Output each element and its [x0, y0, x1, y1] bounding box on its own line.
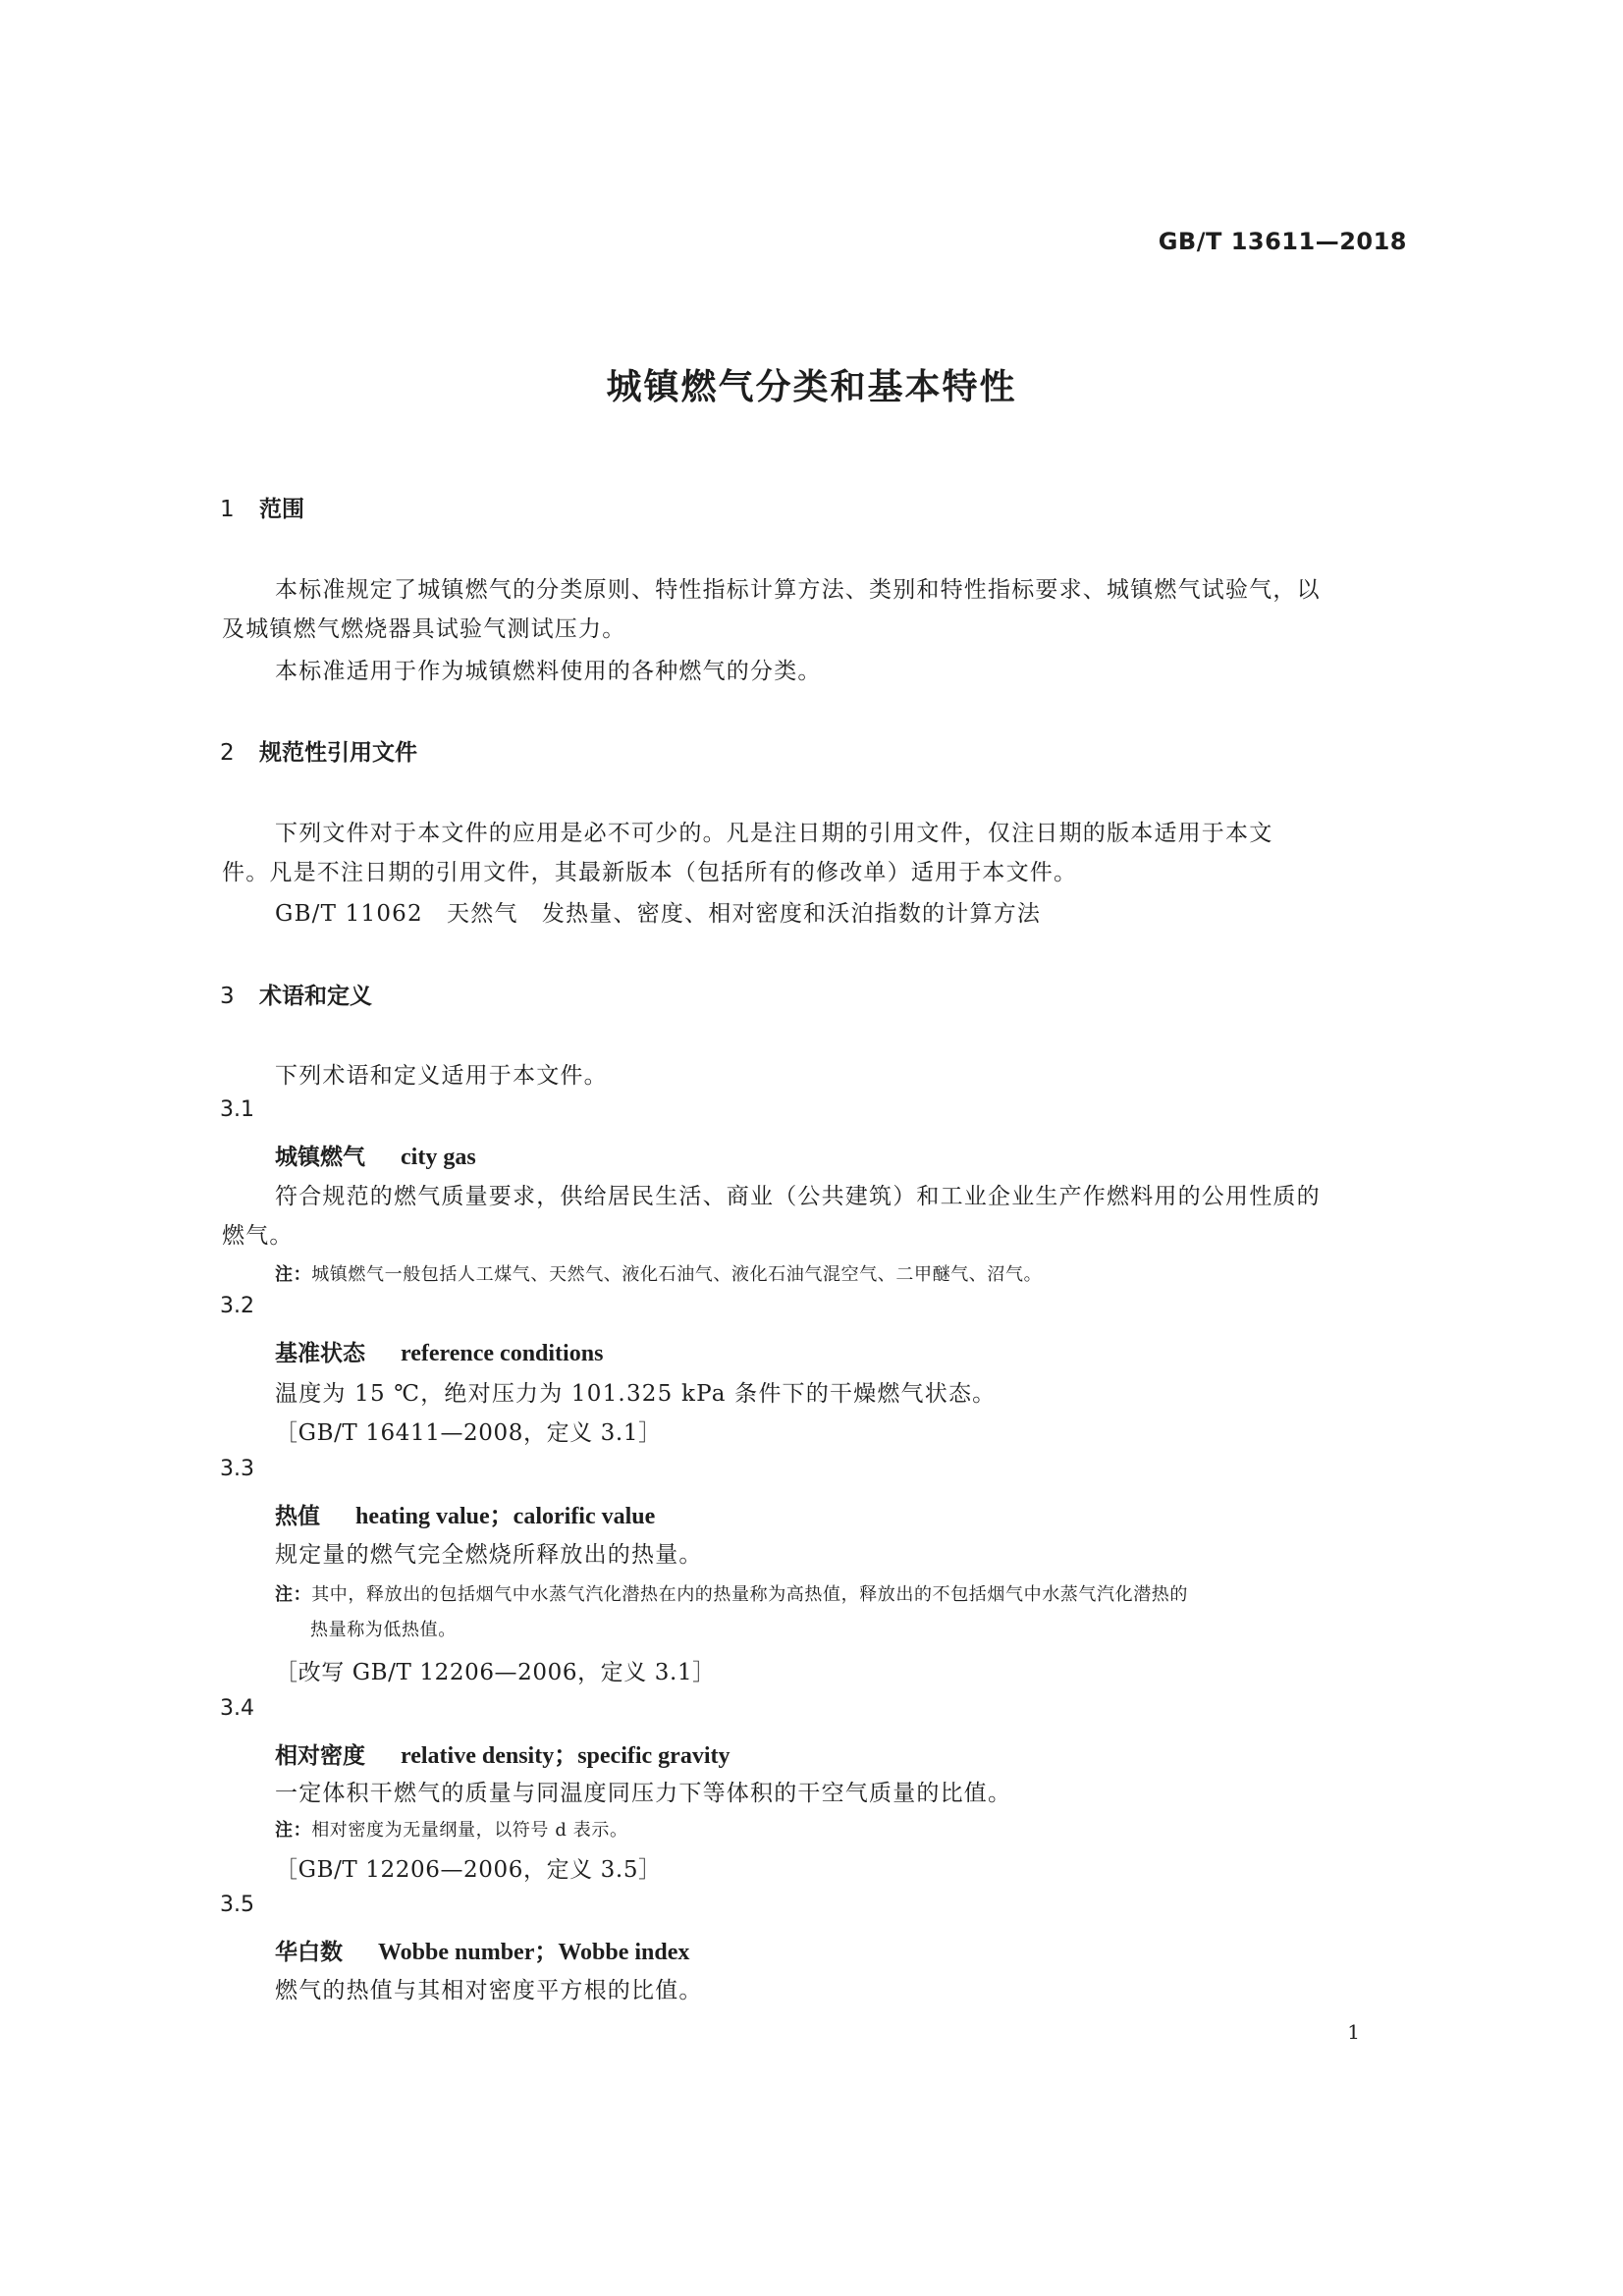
- term-chinese: 基准状态: [275, 1341, 365, 1366]
- normative-reference: GB/T 11062 天然气 发热量、密度、相对密度和沃泊指数的计算方法: [275, 901, 1042, 927]
- section-1-heading: [220, 491, 304, 523]
- note-text: 相对密度为无量纲量，以符号 d 表示。: [311, 1820, 628, 1841]
- paragraph: 本标准规定了城镇燃气的分类原则、特性指标计算方法、类别和特性指标要求、城镇燃气试验气，以: [275, 577, 1321, 603]
- term-chinese: 城镇燃气: [275, 1145, 365, 1170]
- term-number: 3.1: [220, 1097, 254, 1122]
- term-number: 3.4: [220, 1696, 254, 1721]
- term-note: [275, 1580, 1188, 1606]
- paragraph-continuation: 件。凡是不注日期的引用文件，其最新版本（包括所有的修改单）适用于本文件。: [222, 860, 1078, 885]
- term-definition: 规定量的燃气完全燃烧所释放出的热量。: [275, 1542, 703, 1568]
- term-number: 3.3: [220, 1457, 254, 1481]
- paragraph: 下列术语和定义适用于本文件。: [275, 1063, 608, 1089]
- paragraph: 下列文件对于本文件的应用是必不可少的。凡是注日期的引用文件，仅注日期的版本适用于本文: [275, 821, 1273, 846]
- paragraph-continuation: 及城镇燃气燃烧器具试验气测试压力。: [222, 616, 626, 642]
- term-definition: 燃气的热值与其相对密度平方根的比值。: [275, 1978, 703, 2003]
- term-source: ［改写 GB/T 12206—2006，定义 3.1］: [275, 1660, 716, 1685]
- document-title: 城镇燃气分类和基本特性: [606, 367, 1017, 407]
- term-note-continuation: 热量称为低热值。: [310, 1620, 457, 1640]
- term-source: ［GB/T 12206—2006，定义 3.5］: [275, 1857, 662, 1883]
- term-english: relative density；specific gravity: [401, 1743, 730, 1769]
- term-note: [275, 1816, 628, 1842]
- term-english: Wobbe number；Wobbe index: [378, 1940, 690, 1965]
- term-definition: 温度为 15 ℃，绝对压力为 101.325 kPa 条件下的干燥燃气状态。: [275, 1381, 997, 1407]
- note-label: 注：: [275, 1264, 312, 1285]
- page-number: 1: [1347, 2020, 1360, 2044]
- term-entry: [275, 1496, 655, 1530]
- term-entry: [275, 1139, 476, 1171]
- section-2-heading: [220, 734, 417, 767]
- term-entry: [275, 1932, 689, 1966]
- term-definition: 一定体积干燃气的质量与同温度同压力下等体积的干空气质量的比值。: [275, 1781, 1012, 1806]
- section-title: 范围: [259, 497, 304, 522]
- note-text: 城镇燃气一般包括人工煤气、天然气、液化石油气、液化石油气混空气、二甲醚气、沼气。: [311, 1264, 1043, 1285]
- paragraph: 本标准适用于作为城镇燃料使用的各种燃气的分类。: [275, 659, 822, 684]
- term-definition-continuation: 燃气。: [222, 1223, 294, 1249]
- section-number: 1: [220, 497, 235, 522]
- term-english: heating value；calorific value: [355, 1504, 656, 1529]
- term-entry: [275, 1335, 603, 1367]
- term-chinese: 华白数: [275, 1940, 343, 1965]
- note-label: 注：: [275, 1584, 312, 1605]
- term-note: [275, 1260, 1042, 1286]
- term-entry: [275, 1735, 730, 1770]
- note-text: 其中，释放出的包括烟气中水蒸气汽化潜热在内的热量称为高热值，释放出的不包括烟气中水蒸气汽化潜热的: [311, 1584, 1188, 1605]
- term-chinese: 相对密度: [275, 1743, 365, 1769]
- term-number: 3.2: [220, 1294, 254, 1318]
- standard-number: GB/T 13611—2018: [1158, 228, 1407, 255]
- term-chinese: 热值: [275, 1504, 320, 1529]
- section-title: 规范性引用文件: [259, 740, 417, 766]
- section-title: 术语和定义: [259, 984, 372, 1009]
- term-number: 3.5: [220, 1893, 254, 1917]
- note-label: 注：: [275, 1820, 312, 1841]
- term-english: reference conditions: [401, 1341, 604, 1366]
- term-source: ［GB/T 16411—2008，定义 3.1］: [275, 1420, 662, 1446]
- section-3-heading: [220, 978, 372, 1010]
- term-definition: 符合规范的燃气质量要求，供给居民生活、商业（公共建筑）和工业企业生产作燃料用的公用性质的: [275, 1184, 1321, 1209]
- section-number: 3: [220, 984, 235, 1009]
- term-english: city gas: [401, 1145, 476, 1170]
- section-number: 2: [220, 740, 235, 766]
